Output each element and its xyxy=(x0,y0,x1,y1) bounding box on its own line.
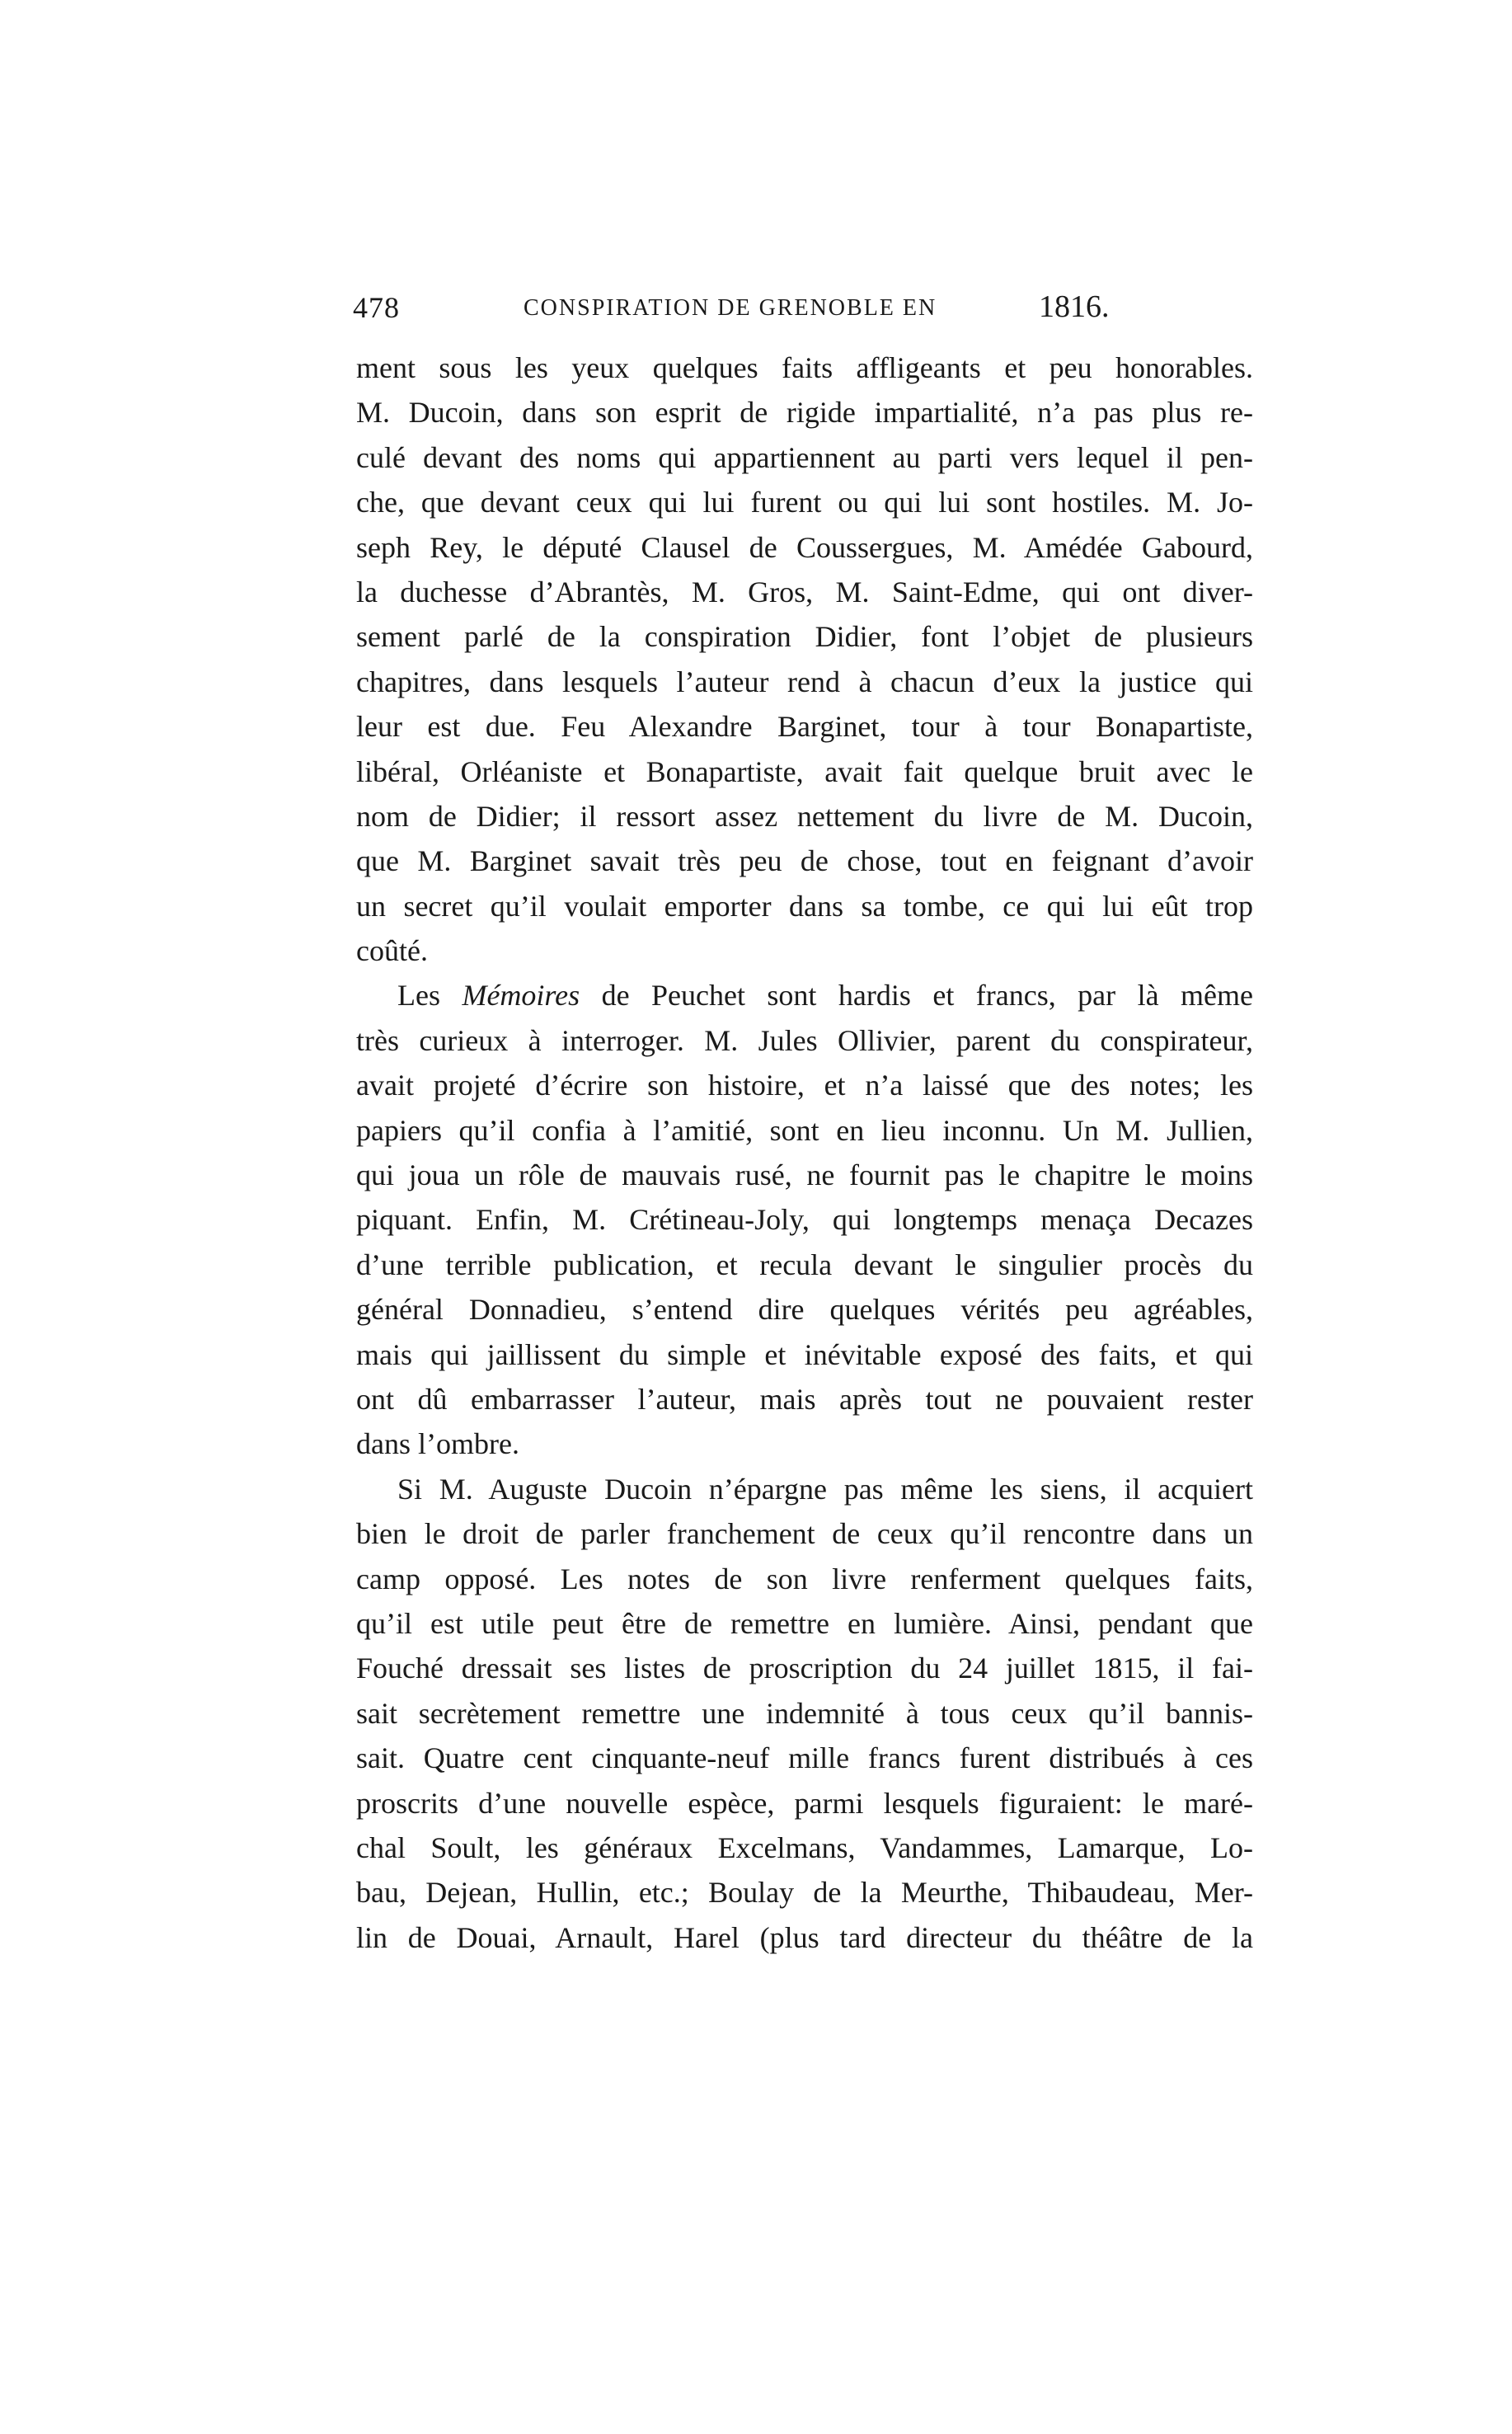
text-line: ment sous les yeux quelques faits affligeants et peu honorables. xyxy=(356,351,1253,384)
text-line: la duchesse d’Abrantès, M. Gros, M. Saint-Edme, qui ont diver- xyxy=(356,575,1253,608)
running-year: 1816. xyxy=(1039,289,1110,324)
text-line: Fouché dressait ses listes de proscription du 24 juillet 1815, il fai- xyxy=(356,1652,1253,1685)
running-header xyxy=(353,290,1260,340)
text-line: mais qui jaillissent du simple et inévitable exposé des faits, et qui xyxy=(356,1337,1253,1371)
line-rest: de Peuchet sont hardis et francs, par là même xyxy=(601,979,1254,1013)
text-line: coûté. xyxy=(356,934,428,968)
text-line: leur est due. Feu Alexandre Barginet, tour à tour Bonapartiste, xyxy=(356,710,1253,744)
page-number: 478 xyxy=(353,291,400,324)
text-line: papiers qu’il confia à l’amitié, sont en lieu inconnu. Un M. Jullien, xyxy=(356,1113,1253,1147)
body-text xyxy=(356,345,1253,1960)
text-line: culé devant des noms qui appartiennent au parti vers lequel il pen- xyxy=(356,440,1253,474)
text-line: ont dû embarrasser l’auteur, mais après tout ne pouvaient rester xyxy=(356,1382,1253,1416)
text-line: que M. Barginet savait très peu de chose, tout en feignant d’avoir xyxy=(356,844,1253,878)
text-line: bau, Dejean, Hullin, etc.; Boulay de la Meurthe, Thibaudeau, Mer- xyxy=(356,1876,1253,1910)
text-line: sait. Quatre cent cinquante-neuf mille francs furent distribués à ces xyxy=(356,1741,1253,1775)
text-line: M. Ducoin, dans son esprit de rigide impartialité, n’a pas plus re- xyxy=(356,396,1253,430)
running-title: CONSPIRATION DE GRENOBLE EN xyxy=(524,295,937,321)
text-line: dans l’ombre. xyxy=(356,1427,519,1461)
text-line: qu’il est utile peut être de remettre en lumière. Ainsi, pendant que xyxy=(356,1606,1253,1640)
text-line: libéral, Orléaniste et Bonapartiste, avait fait quelque bruit avec le xyxy=(356,754,1253,788)
text-line: qui joua un rôle de mauvais rusé, ne fournit pas le chapitre le moins xyxy=(356,1158,1253,1192)
text-line: nom de Didier; il ressort assez nettement du livre de M. Ducoin, xyxy=(356,799,1253,833)
line-prefix: Les xyxy=(397,979,440,1013)
text-line: d’une terrible publication, et recula devant le singulier procès du xyxy=(356,1248,1253,1281)
text-line: général Donnadieu, s’entend dire quelques vérités peu agréables, xyxy=(356,1293,1253,1327)
text-line: che, que devant ceux qui lui furent ou qui lui sont hostiles. M. Jo- xyxy=(356,486,1253,519)
text-line: très curieux à interroger. M. Jules Ollivier, parent du conspirateur, xyxy=(356,1023,1253,1057)
text-line: chapitres, dans lesquels l’auteur rend à chacun d’eux la justice qui xyxy=(356,665,1253,698)
text-line: Si M. Auguste Ducoin n’épargne pas même les siens, il acquiert xyxy=(397,1472,1253,1506)
text-line: camp opposé. Les notes de son livre renferment quelques faits, xyxy=(356,1562,1253,1595)
text-line: sait secrètement remettre une indemnité à tous ceux qu’il bannis- xyxy=(356,1696,1253,1730)
text-line: chal Soult, les généraux Excelmans, Vandammes, Lamarque, Lo- xyxy=(356,1830,1253,1864)
italic-title: Mémoires xyxy=(462,979,580,1013)
text-line xyxy=(356,973,1253,1017)
text-line: piquant. Enfin, M. Crétineau-Joly, qui longtemps menaça Decazes xyxy=(356,1203,1253,1237)
text-line: proscrits d’une nouvelle espèce, parmi lesquels figuraient: le maré- xyxy=(356,1786,1253,1820)
text-line: seph Rey, le député Clausel de Coussergues, M. Amédée Gabourd, xyxy=(356,530,1253,564)
text-line: sement parlé de la conspiration Didier, font l’objet de plusieurs xyxy=(356,620,1253,654)
text-line: bien le droit de parler franchement de ceux qu’il rencontre dans un xyxy=(356,1517,1253,1551)
text-line: avait projeté d’écrire son histoire, et n’a laissé que des notes; les xyxy=(356,1069,1253,1102)
text-line: un secret qu’il voulait emporter dans sa tombe, ce qui lui eût trop xyxy=(356,889,1253,923)
text-line: lin de Douai, Arnault, Harel (plus tard directeur du théâtre de la xyxy=(356,1920,1253,1954)
